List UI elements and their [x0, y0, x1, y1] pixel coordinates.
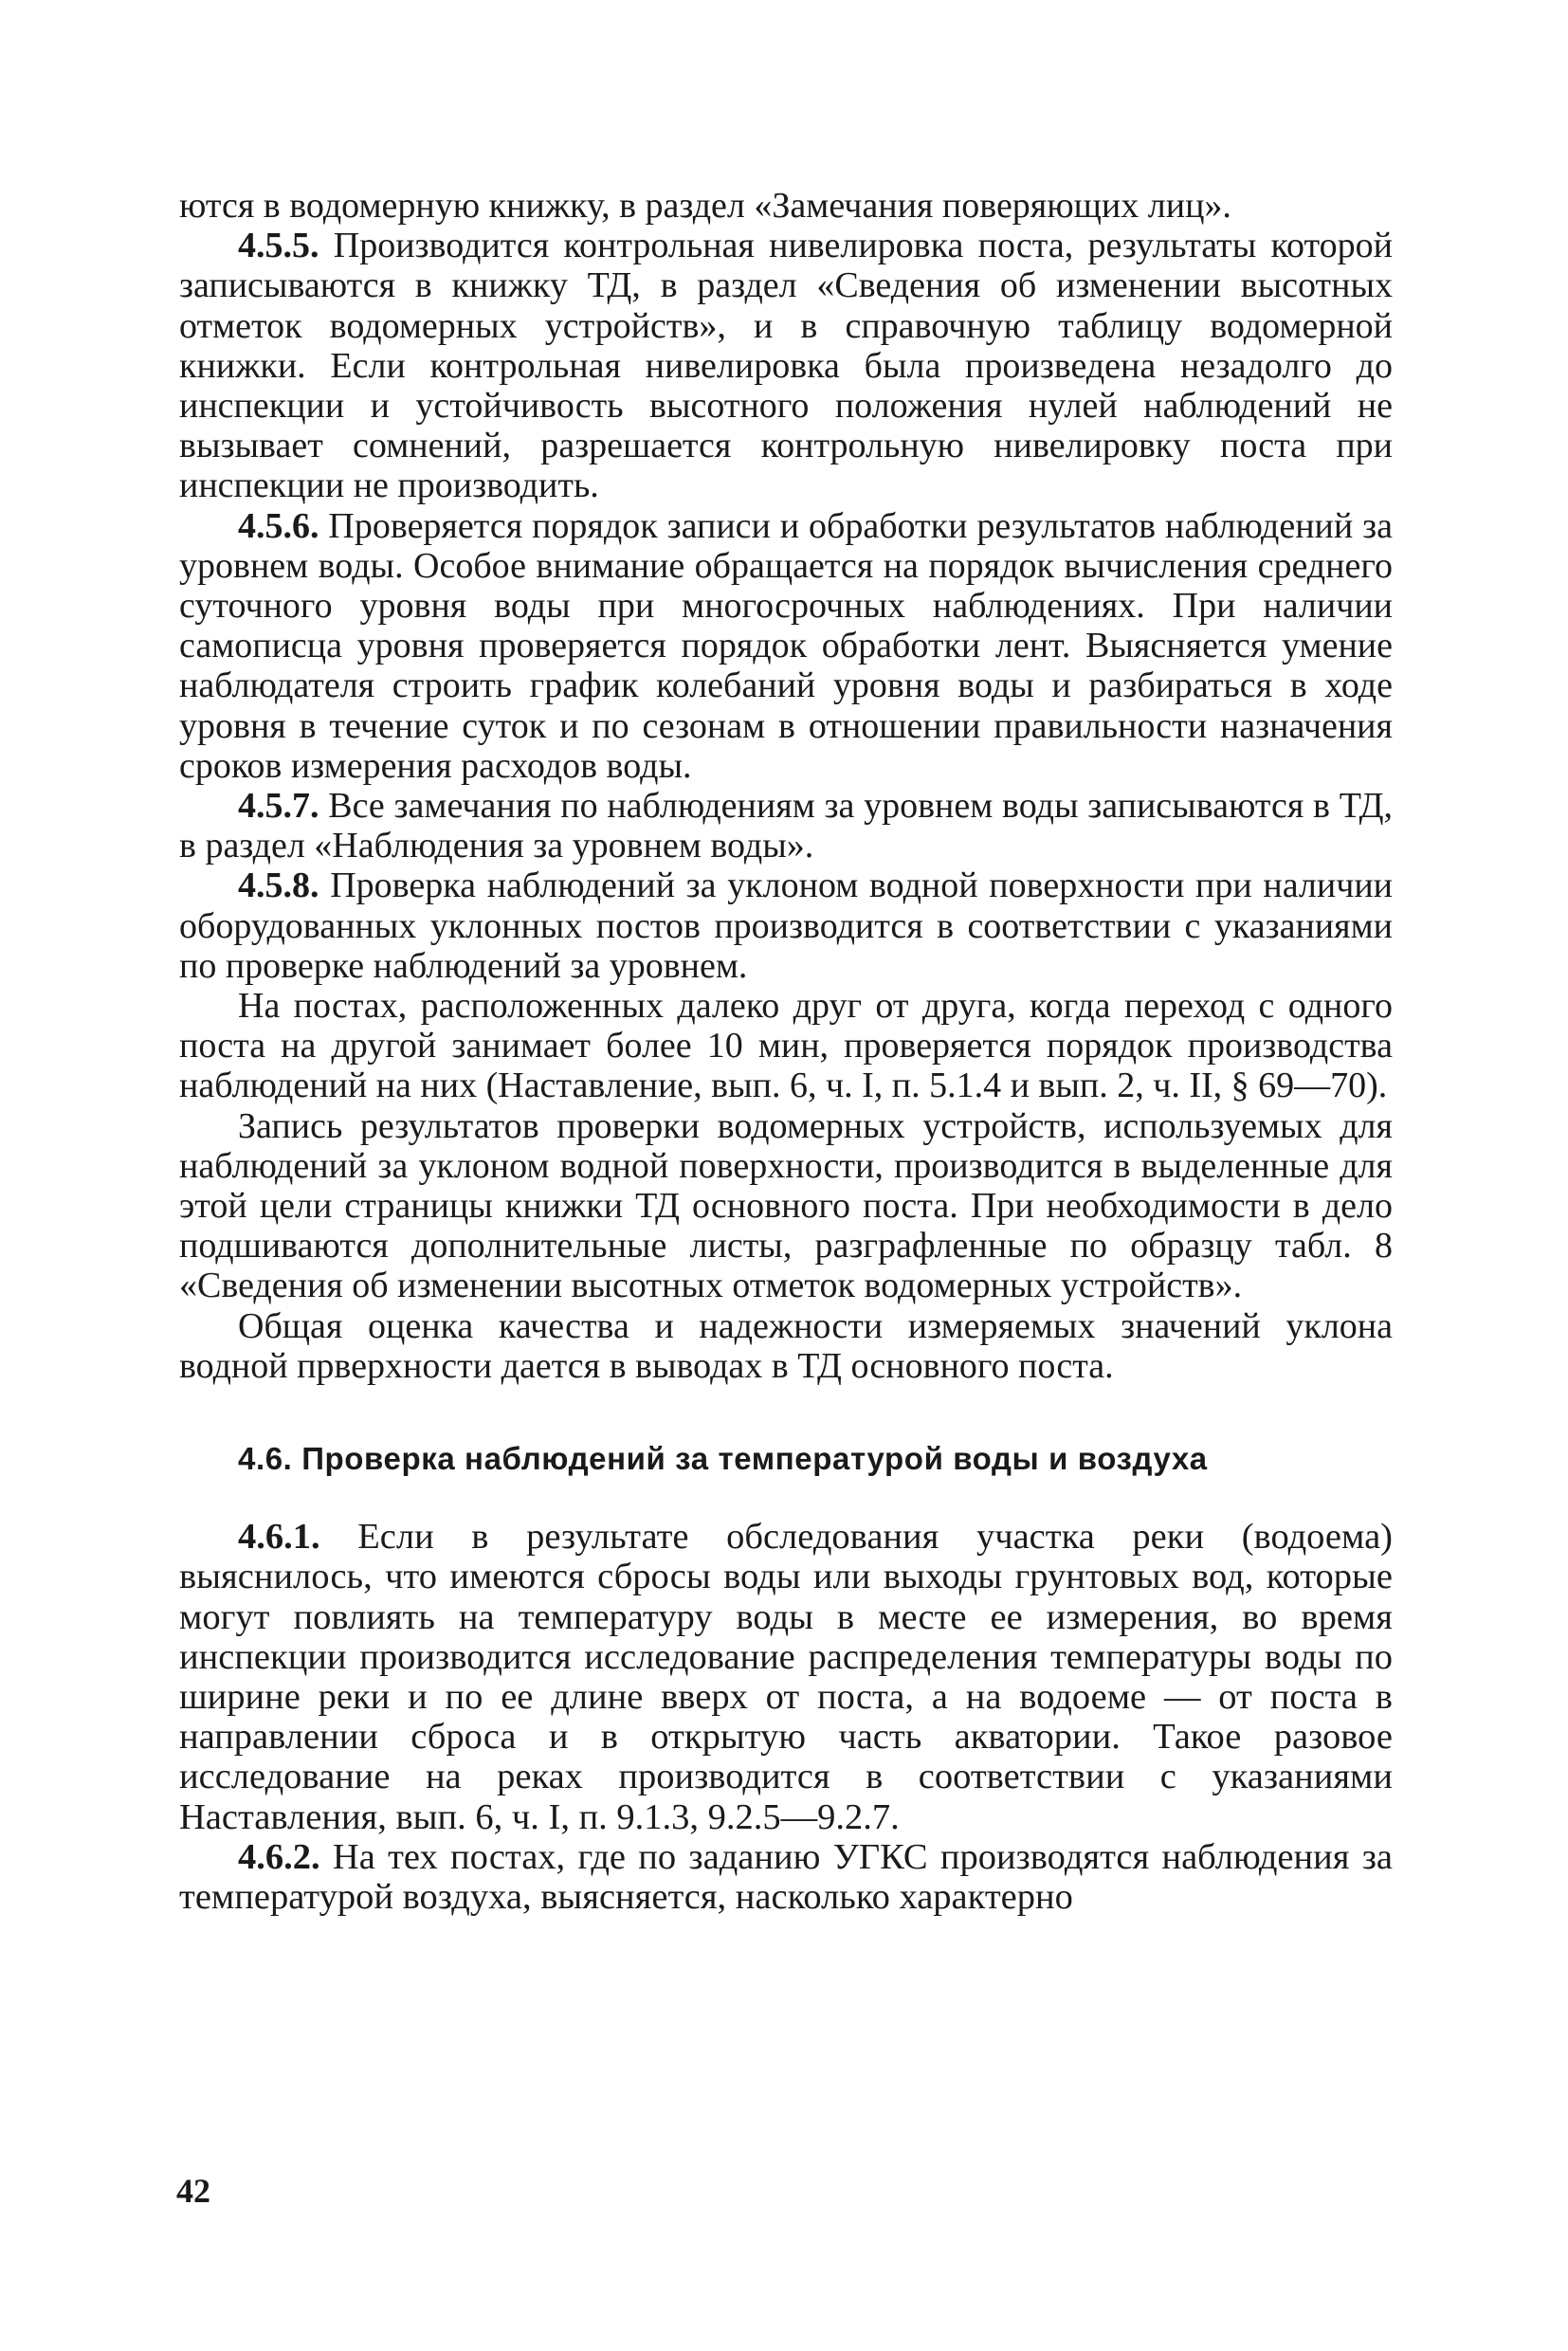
paragraph-text: Если в результате обследования участка реки (водоема) выяснилось, что имеются сбросы воды или выходы грунтовых вод, которые могут повлиять на температуру воды в месте ее измерения, во время инспекции производится исследование распределения температуры воды по ширине реки и по ее длине вверх от поста, а на водоеме — от поста в направлении сброса и в открытую часть акватории. Такое разовое исследование на реках производится в соответствии с указаниями Наставления, вып. 6, ч. I, п. 9.1.3, 9.2.5—9.2.7.	[179, 1517, 1393, 1837]
paragraph-4-5-5	[179, 226, 1393, 505]
clause-number: 4.5.5.	[238, 226, 319, 266]
paragraph-4-6-2	[179, 1837, 1393, 1917]
paragraph-text: На тех постах, где по заданию УГКС производятся наблюдения за температурой воздуха, выясняется, насколько характерно	[179, 1836, 1393, 1917]
paragraph-text: Общая оценка качества и надежности измеряемых значений уклона водной прверхности дается в выводах в ТД основного поста.	[179, 1305, 1393, 1386]
page-body	[179, 186, 1393, 1917]
paragraph-overall-assessment	[179, 1306, 1393, 1386]
paragraph-record-results	[179, 1106, 1393, 1306]
page-number: 42	[176, 2172, 210, 2210]
paragraph-4-5-8	[179, 866, 1393, 986]
clause-number: 4.5.7.	[238, 786, 319, 827]
paragraph-continuation	[179, 186, 1393, 226]
clause-number: 4.6.2.	[238, 1836, 320, 1877]
paragraph-4-6-1	[179, 1517, 1393, 1837]
paragraph-text: Проверяется порядок записи и обработки результатов наблюдений за уровнем воды. Особое внимание обращается на порядок вычисления среднего суточного уровня воды при многосрочных наблюдениях. При наличии самописца уровня проверяется порядок обработки лент. Выясняется умение наблюдателя строить график колебаний уровня воды и разбираться в ходе уровня в течение суток и по сезонам в отношении правильности назначения сроков измерения расходов воды.	[179, 505, 1393, 786]
paragraph-text: ются в водомерную книжку, в раздел «Замечания поверяющих лиц».	[179, 186, 1231, 226]
paragraph-distant-posts	[179, 986, 1393, 1106]
paragraph-text: Проверка наблюдений за уклоном водной поверхности при наличии оборудованных уклонных постов производится в соответствии с указаниями по проверке наблюдений за уровнем.	[179, 866, 1393, 986]
paragraph-text: Все замечания по наблюдениям за уровнем воды записываются в ТД, в раздел «Наблюдения за уровнем воды».	[179, 786, 1393, 866]
paragraph-4-5-6	[179, 506, 1393, 786]
clause-number: 4.6.1.	[238, 1517, 320, 1558]
clause-number: 4.5.6.	[238, 505, 319, 546]
paragraph-text: На постах, расположенных далеко друг от друга, когда переход с одного поста на другой занимает более 10 мин, проверяется порядок производства наблюдений на них (Наставление, вып. 6, ч. I, п. 5.1.4 и вып. 2, ч. II, § 69—70).	[179, 986, 1393, 1106]
section-heading: 4.6. Проверка наблюдений за температурой воды и воздуха	[238, 1441, 1208, 1477]
paragraph-text: Запись результатов проверки водомерных устройств, используемых для наблюдений за уклоном водной поверхности, производится в выделенные для этой цели страницы книжки ТД основного поста. При необходимости в дело подшиваются дополнительные листы, разграфленные по образцу табл. 8 «Сведения об изменении высотных отметок водомерных устройств».	[179, 1105, 1393, 1306]
paragraph-text: Производится контрольная нивелировка поста, результаты которой записываются в книжку ТД, в раздел «Сведения об изменении высотных отметок водомерных устройств», и в справочную таблицу водомерной книжки. Если контрольная нивелировка была произведена незадолго до инспекции и устойчивость высотного положения нулей наблюдений не вызывает сомнений, разрешается контрольную нивелировку поста при инспекции не производить.	[179, 226, 1393, 506]
paragraph-4-5-7	[179, 786, 1393, 866]
clause-number: 4.5.8.	[238, 866, 319, 906]
